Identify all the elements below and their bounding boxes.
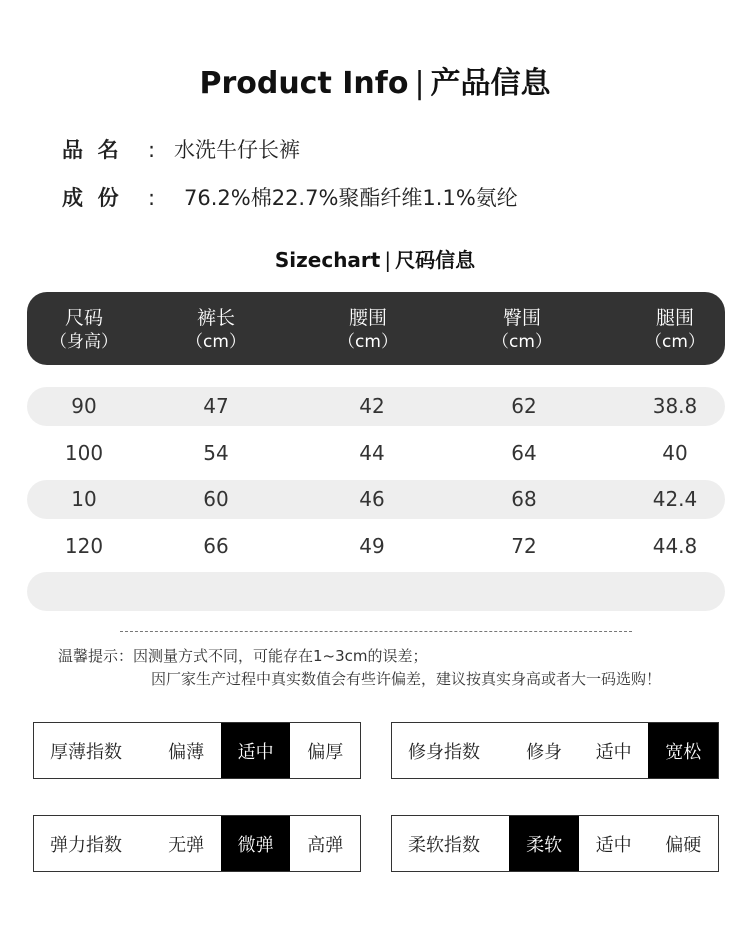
- header-thigh: [615, 306, 735, 354]
- table-cell: 44.8: [652, 534, 698, 558]
- tips-line-2: 因厂家生产过程中真实数值会有些许偏差，建议按真实身高或者大一码选购！: [151, 670, 662, 688]
- stretch-option-slight: 微弹: [221, 816, 291, 871]
- composition-value: 76.2%棉22.7%聚酯纤维1.1%氨纶: [184, 186, 518, 210]
- product-name-value: 水洗牛仔长裤: [174, 138, 300, 162]
- header-size: [24, 306, 144, 354]
- table-cell: 46: [359, 487, 385, 511]
- composition-label: 成 份: [62, 186, 119, 210]
- header-hip: [462, 306, 582, 354]
- table-row-empty: [27, 572, 725, 611]
- softness-option-soft: 柔软: [509, 816, 579, 871]
- sizechart-title-separator: |: [384, 248, 392, 272]
- thickness-option-thick: 偏厚: [307, 741, 344, 763]
- table-cell: 54: [203, 441, 229, 465]
- product-name-row: [62, 134, 300, 164]
- sizechart-title: [0, 244, 750, 273]
- table-cell: 47: [203, 394, 229, 418]
- header-thigh-unit: （cm）: [645, 332, 705, 352]
- table-cell: 42.4: [652, 487, 698, 511]
- table-row: [27, 434, 725, 473]
- table-cell: 66: [203, 534, 229, 558]
- table-cell: 90: [71, 394, 97, 418]
- title-separator: |: [414, 66, 425, 101]
- thickness-option-medium: 适中: [221, 723, 291, 778]
- header-waist-label: 腰围: [348, 307, 387, 329]
- softness-option-hard: 偏硬: [665, 834, 702, 856]
- table-row: [27, 387, 725, 426]
- thickness-option-thin: 偏薄: [168, 741, 205, 763]
- title-en: Product Info: [199, 66, 409, 101]
- fit-option-regular: 适中: [595, 741, 632, 763]
- header-size-label: 尺码: [64, 307, 103, 329]
- header-length-label: 裤长: [196, 307, 235, 329]
- tips-line-1: 温馨提示：因测量方式不同，可能存在1~3cm的误差；: [58, 647, 428, 665]
- softness-label: 柔软指数: [408, 834, 480, 856]
- sizechart-title-cn: 尺码信息: [395, 248, 476, 272]
- table-cell: 38.8: [652, 394, 698, 418]
- size-table-header: [27, 292, 725, 365]
- table-cell: 49: [359, 534, 385, 558]
- header-size-unit: （身高）: [50, 332, 118, 352]
- fit-option-slim: 修身: [526, 741, 563, 763]
- table-cell: 120: [64, 534, 104, 558]
- product-name-colon: :: [148, 138, 156, 162]
- table-cell: 64: [511, 441, 537, 465]
- table-cell: 60: [203, 487, 229, 511]
- table-cell: 44: [359, 441, 385, 465]
- fit-label: 修身指数: [408, 741, 480, 763]
- table-cell: 10: [71, 487, 97, 511]
- table-cell: 100: [64, 441, 104, 465]
- header-thigh-label: 腿围: [655, 307, 694, 329]
- table-cell: 42: [359, 394, 385, 418]
- product-name-label: 品 名: [62, 138, 119, 162]
- header-waist: [308, 306, 428, 354]
- sizechart-title-en: Sizechart: [274, 248, 381, 272]
- thickness-scale: [33, 722, 361, 779]
- product-composition-row: [62, 182, 518, 212]
- softness-option-medium: 适中: [595, 834, 632, 856]
- table-row: [27, 480, 725, 519]
- page-title: [0, 58, 750, 102]
- table-cell: 68: [511, 487, 537, 511]
- header-length: [156, 306, 276, 354]
- table-row: [27, 527, 725, 566]
- header-hip-unit: （cm）: [492, 332, 552, 352]
- stretch-option-high: 高弹: [307, 834, 344, 856]
- thickness-label: 厚薄指数: [50, 741, 122, 763]
- stretch-label: 弹力指数: [50, 834, 122, 856]
- header-hip-label: 臀围: [502, 307, 541, 329]
- fit-option-loose: 宽松: [648, 723, 718, 778]
- dashed-divider: [120, 631, 632, 632]
- header-waist-unit: （cm）: [338, 332, 398, 352]
- title-cn: 产品信息: [430, 66, 551, 101]
- table-cell: 62: [511, 394, 537, 418]
- fit-scale: [391, 722, 719, 779]
- composition-colon: :: [148, 186, 156, 210]
- softness-scale: [391, 815, 719, 872]
- table-cell: 72: [511, 534, 537, 558]
- header-length-unit: （cm）: [186, 332, 246, 352]
- table-cell: 40: [662, 441, 688, 465]
- stretch-option-none: 无弹: [168, 834, 205, 856]
- stretch-scale: [33, 815, 361, 872]
